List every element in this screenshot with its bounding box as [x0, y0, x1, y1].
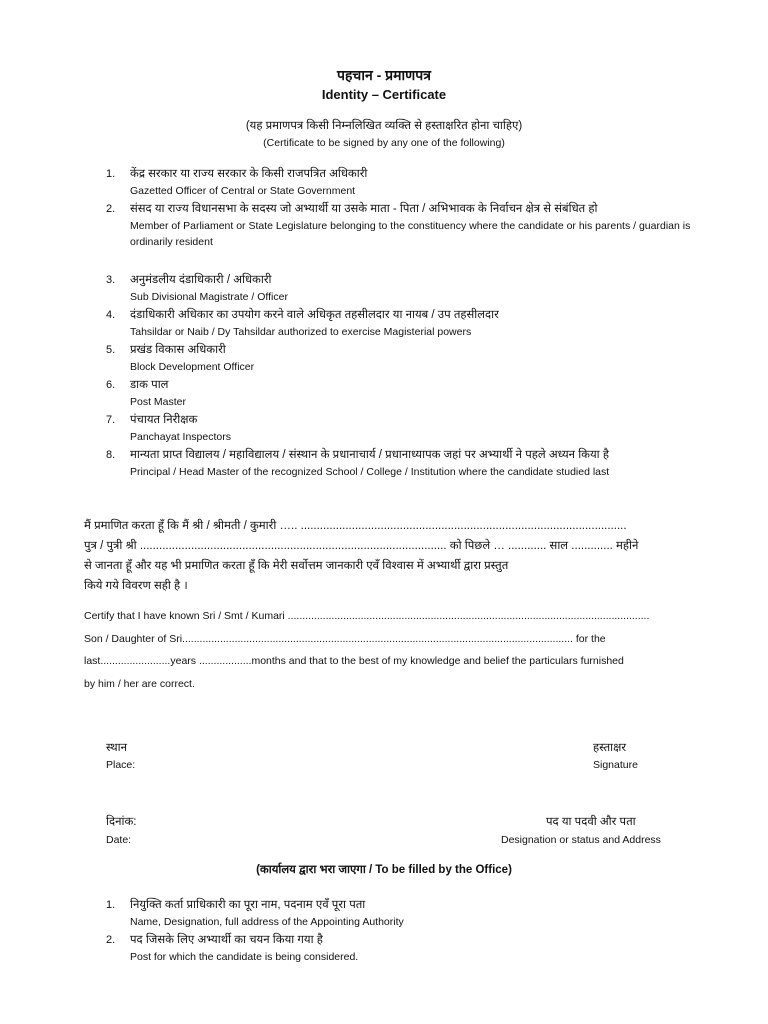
list-item: [106, 166, 706, 201]
item-english: Panchayat Inspectors: [130, 431, 231, 443]
item-english: Post Master: [130, 396, 187, 408]
item-english: Tahsildar or Naib / Dy Tahsildar authorized to exercise Magisterial powers: [130, 326, 472, 338]
item-hindi: प्रखंड विकास अधिकारी: [130, 344, 226, 356]
office-list: [106, 897, 706, 967]
item-hindi: डाक पाल: [130, 379, 169, 391]
date-label: Date:: [106, 834, 132, 846]
date-label-hindi: दिनांक:: [106, 816, 137, 828]
office-heading: (कार्यालय द्वारा भरा जाएगा / To be filled by the Office): [256, 864, 512, 876]
item-english: Member of Parliament or State Legislature belonging to the constituency where the candidate or his parents / guardian is ordinarily resident: [130, 220, 691, 248]
signatory-list: [106, 166, 706, 501]
certify-english-line: Certify that I have known Sri / Smt / Kumari ............................................................................................................................: [84, 610, 650, 622]
instruction-hindi: (यह प्रमाणपत्र किसी निम्नलिखित व्यक्ति से हस्ताक्षरित होना चाहिए): [245, 120, 523, 132]
item-hindi: नियुक्ति कर्ता प्राधिकारी का पूरा नाम, पदनाम एवँ पूरा पता: [130, 899, 366, 911]
certify-hindi-line: मैं प्रमाणित करता हूँ कि मैं श्री / श्रीमती / कुमारी ….. ......................................................................................................: [84, 520, 627, 532]
certify-hindi-line: किये गये विवरण सही है ।: [84, 580, 188, 592]
item-english: Name, Designation, full address of the Appointing Authority: [130, 916, 404, 928]
place-label-hindi: स्थान: [106, 742, 127, 754]
item-hindi: पद जिसके लिए अभ्यार्थी का चयन किया गया है: [130, 934, 323, 946]
instruction-english: (Certificate to be signed by any one of the following): [263, 137, 505, 149]
signature-label: Signature: [593, 759, 638, 771]
list-item: [106, 377, 706, 412]
item-number: 4.: [106, 309, 116, 321]
item-number: 2.: [106, 203, 116, 215]
item-hindi: दंडाधिकारी अधिकार का उपयोग करने वाले अधिकृत तहसीलदार या नायब / उप तहसीलदार: [130, 309, 499, 321]
certification-hindi: [84, 516, 696, 596]
item-english: Post for which the candidate is being considered.: [130, 951, 359, 963]
item-number: 1.: [106, 168, 116, 180]
item-number: 3.: [106, 274, 116, 286]
list-item: [106, 932, 706, 967]
item-number: 6.: [106, 379, 116, 391]
item-hindi: अनुमंडलीय दंडाधिकारी / अधिकारी: [130, 274, 272, 286]
list-item: [106, 412, 706, 447]
item-number: 7.: [106, 414, 116, 426]
signature-label-hindi: हस्ताक्षर: [593, 742, 627, 754]
designation-label-hindi: पद या पदवी और पता: [546, 816, 636, 828]
certify-english-line: by him / her are correct.: [84, 677, 195, 690]
list-item: [106, 447, 706, 501]
item-number: 8.: [106, 449, 116, 461]
item-number: 1.: [106, 899, 116, 911]
item-english: Principal / Head Master of the recognized School / College / Institution where the candidate studied last: [130, 466, 610, 478]
item-english: Gazetted Officer of Central or State Government: [130, 185, 356, 197]
list-item: [106, 272, 706, 307]
item-hindi: संसद या राज्य विधानसभा के सदस्य जो अभ्यार्थी या उसके माता - पिता / अभिभावक के निर्वाचन क्षेत्र से संबंधित हो: [130, 203, 598, 215]
item-english: Sub Divisional Magistrate / Officer: [130, 291, 288, 303]
designation-label: Designation or status and Address: [501, 834, 661, 846]
list-item: [106, 201, 706, 272]
item-number: 2.: [106, 934, 116, 946]
item-hindi: मान्यता प्राप्त विद्यालय / महाविद्यालय / संस्थान के प्रधानाचार्य / प्रधानाध्यापक जहां पर अभ्यार्थी ने पहले अध्यन किया है: [130, 449, 609, 461]
certify-english-line: last........................years ..................months and that to the best of my knowledge and belief the particulars furnished: [84, 655, 624, 667]
title-english: Identity – Certificate: [321, 87, 447, 102]
list-item: [106, 342, 706, 377]
list-item: [106, 307, 706, 342]
item-english: Block Development Officer: [130, 361, 255, 373]
place-label: Place:: [106, 759, 136, 771]
item-hindi: केंद्र सरकार या राज्य सरकार के किसी राजपत्रित अधिकारी: [130, 168, 368, 180]
certify-hindi-line: से जानता हूँ और यह भी प्रमाणित करता हूँ कि मेरी सर्वोत्तम जानकारी एवँ विश्वास में अभ्यार्थी द्वारा प्रस्तुत: [84, 560, 509, 572]
item-number: 5.: [106, 344, 116, 356]
title-hindi: पहचान - प्रमाणपत्र: [337, 67, 431, 83]
certify-english-line: Son / Daughter of Sri...................................................................................................................................... for the: [84, 632, 606, 645]
item-hindi: पंचायत निरीक्षक: [130, 414, 198, 426]
certify-hindi-line: पुत्र / पुत्री श्री ................................................................................................ को पिछले … ............ साल ............. महीने: [84, 540, 639, 552]
list-item: [106, 897, 706, 932]
certification-english: [84, 605, 696, 695]
